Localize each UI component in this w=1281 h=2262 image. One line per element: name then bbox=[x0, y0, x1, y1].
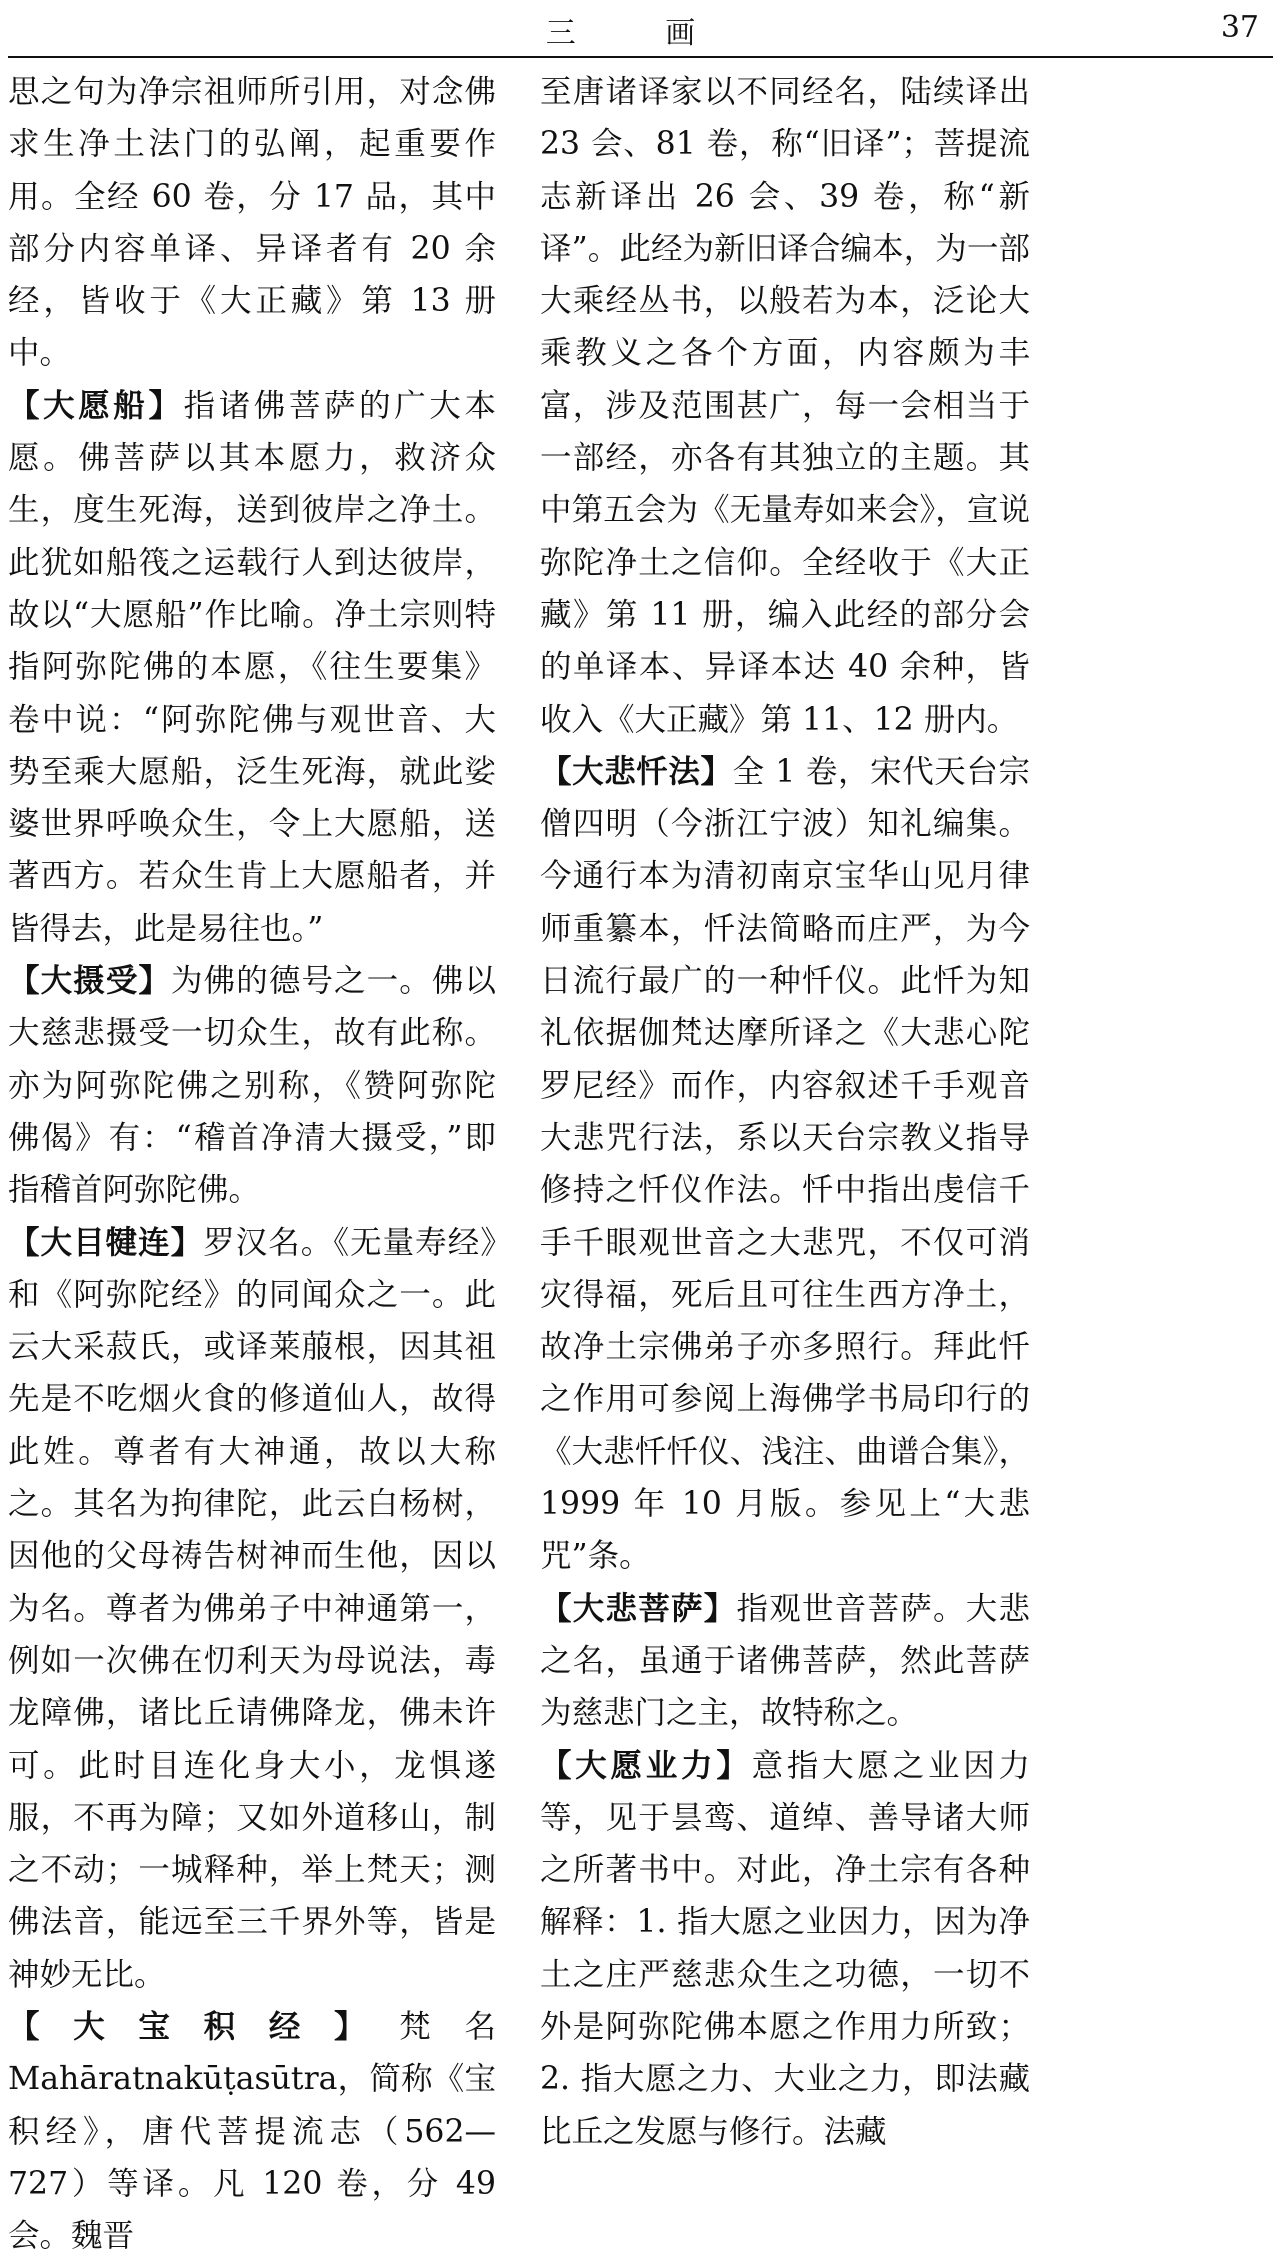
entry-term: 【大目犍连】 bbox=[8, 1224, 204, 1261]
dictionary-entry bbox=[8, 380, 496, 955]
dictionary-entry bbox=[8, 2001, 496, 2262]
entry-term: 【大摄受】 bbox=[8, 963, 172, 1000]
dictionary-entry bbox=[540, 1740, 1030, 2158]
page-number: 37 bbox=[1220, 10, 1259, 45]
continuation-paragraph bbox=[540, 66, 1030, 746]
paragraph-text: 至唐诸译家以不同经名，陆续译出 23 会、81 卷，称“旧译”；菩提流志新译出 26 会、39 卷，称“新译”。此经为新旧译合编本，为一部大乘经丛书，以般若为本，泛论大乘教义之各个方面，内容颇为丰富，涉及范围甚广，每一会相当于一部经，亦各有其独立的主题。其中第五会为《无量寿如来会》，宣说弥陀净土之信仰。全经收于《大正藏》第 11 册，编入此经的部分会的单译本、异译本达 40 余种，皆收入《大正藏》第 11、12 册内。 bbox=[540, 74, 1030, 738]
entry-term: 【大愿船】 bbox=[8, 387, 184, 424]
entry-text: 梵名 Mahāratnakūṭasūtra，简称《宝积经》，唐代菩提流志（562—727）等译。凡 120 卷，分 49 会。魏晋 bbox=[8, 2008, 496, 2255]
dictionary-entry bbox=[540, 746, 1030, 1583]
dictionary-entry bbox=[8, 955, 496, 1216]
entry-text: 为佛的德号之一。佛以大慈悲摄受一切众生，故有此称。亦为阿弥陀佛之别称，《赞阿弥陀佛偈》有：“稽首净清大摄受，”即指稽首阿弥陀佛。 bbox=[8, 963, 496, 1209]
left-column bbox=[8, 66, 496, 2262]
section-title: 三 画 bbox=[545, 16, 736, 51]
entry-term: 【大愿业力】 bbox=[540, 1747, 752, 1784]
entry-text: 全 1 卷，宋代天台宗僧四明（今浙江宁波）知礼编集。今通行本为清初南京宝华山见月律师重纂本，忏法简略而庄严，为今日流行最广的一种忏仪。此忏为知礼依据伽梵达摩所译之《大悲心陀罗尼经》而作，内容叙述千手观音大悲咒行法，系以天台宗教义指导修持之忏仪作法。忏中指出虔信千手千眼观世音之大悲咒，不仅可消灾得福，死后且可往生西方净土，故净土宗佛弟子亦多照行。拜此忏之作用可参阅上海佛学书局印行的《大悲忏忏仪、浅注、曲谱合集》，1999 年 10 月版。参见上“大悲咒”条。 bbox=[540, 753, 1030, 1575]
right-column bbox=[540, 66, 1030, 2158]
entry-text: 指观世音菩萨。大悲之名，虽通于诸佛菩萨，然此菩萨为慈悲门之主，故特称之。 bbox=[540, 1590, 1030, 1732]
entry-term: 【大宝积经】 bbox=[8, 2008, 400, 2045]
header-rule bbox=[8, 56, 1273, 58]
entry-term: 【大悲忏法】 bbox=[540, 753, 733, 790]
entry-text: 意指大愿之业因力等，见于昙鸾、道绰、善导诸大师之所著书中。对此，净土宗有各种解释：1. 指大愿之业因力，因为净土之庄严慈悲众生之功德，一切不外是阿弥陀佛本愿之作用力所致；2. 指大愿之力、大业之力，即法藏比丘之发愿与修行。法藏 bbox=[540, 1747, 1030, 2150]
dictionary-entry bbox=[540, 1583, 1030, 1740]
entry-text: 罗汉名。《无量寿经》和《阿弥陀经》的同闻众之一。此云大采菽氏，或译莱菔根，因其祖先是不吃烟火食的修道仙人，故得此姓。尊者有大神通，故以大称之。其名为拘律陀，此云白杨树，因他的父母祷告树神而生他，因以为名。尊者为佛弟子中神通第一，例如一次佛在忉利天为母说法，毒龙障佛，诸比丘请佛降龙，佛未许可。此时目连化身大小，龙惧遂服，不再为障；又如外道移山，制之不动；一城释种，举上梵天；测佛法音，能远至三千界外等，皆是神妙无比。 bbox=[8, 1224, 496, 1993]
page-header bbox=[0, 0, 1281, 62]
entry-term: 【大悲菩萨】 bbox=[540, 1590, 737, 1627]
dictionary-entry bbox=[8, 1217, 496, 2001]
entry-text: 指诸佛菩萨的广大本愿。佛菩萨以其本愿力，救济众生，度生死海，送到彼岸之净土。此犹如船筏之运载行人到达彼岸，故以“大愿船”作比喻。净土宗则特指阿弥陀佛的本愿，《往生要集》卷中说：“阿弥陀佛与观世音、大势至乘大愿船，泛生死海，就此娑婆世界呼唤众生，令上大愿船，送著西方。若众生肯上大愿船者，并皆得去，此是易往也。” bbox=[8, 387, 496, 947]
continuation-paragraph bbox=[8, 66, 496, 380]
paragraph-text: 思之句为净宗祖师所引用，对念佛求生净土法门的弘阐，起重要作用。全经 60 卷，分 17 品，其中部分内容单译、异译者有 20 余经，皆收于《大正藏》第 13 册中。 bbox=[8, 74, 496, 372]
